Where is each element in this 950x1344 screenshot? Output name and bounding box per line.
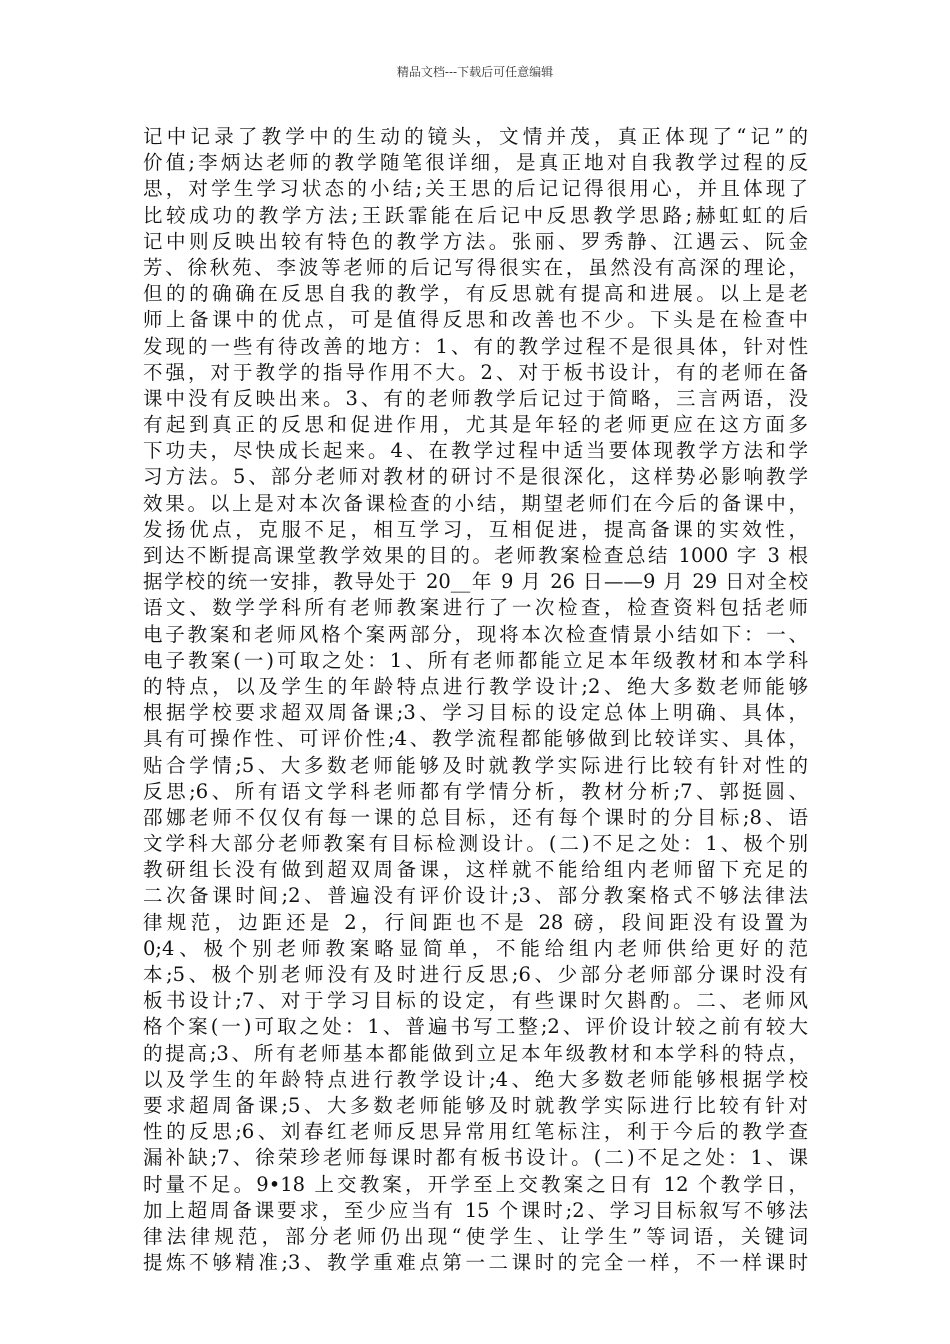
text-line: 下功夫，尽快成长起来。4、在教学过程中适当要体现教学方法和学 <box>143 439 808 463</box>
text-line: 格个案(一)可取之处：1、普遍书写工整;2、评价设计较之前有较大 <box>143 1015 808 1039</box>
body-text <box>143 124 808 1276</box>
text-line: 的特点，以及学生的年龄特点进行教学设计;2、绝大多数老师能够 <box>143 674 808 698</box>
page-header: 精品文档---下载后可任意编辑 <box>396 65 554 79</box>
text-line: 据学校的统一安排，教导处于 20__年 9 月 26 日——9 月 29 日对全校 <box>143 570 808 594</box>
text-line: 不强，对于教学的指导作用不大。2、对于板书设计，有的老师在备 <box>143 360 808 384</box>
text-line: 记中记录了教学中的生动的镜头，文情并茂，真正体现了“记”的 <box>143 125 808 148</box>
text-line: 加上超周备课要求，至少应当有 15 个课时;2、学习目标叙写不够法 <box>143 1198 808 1222</box>
text-line: 以及学生的年龄特点进行教学设计;4、绝大多数老师能够根据学校 <box>143 1067 808 1091</box>
text-line: 教研组长没有做到超双周备课，这样就不能给组内老师留下充足的 <box>143 858 808 882</box>
text-line: 的提高;3、所有老师基本都能做到立足本年级教材和本学科的特点， <box>143 1041 808 1065</box>
text-line: 要求超周备课;5、大多数老师能够及时就教学实际进行比较有针对 <box>143 1093 808 1117</box>
text-line: 比较成功的教学方法;王跃霏能在后记中反思教学思路;赫虹虹的后 <box>143 203 808 227</box>
text-line: 思，对学生学习状态的小结;关王思的后记记得很用心，并且体现了 <box>143 177 808 201</box>
text-line: 性的反思;6、刘春红老师反思异常用红笔标注，利于今后的教学查 <box>143 1120 808 1144</box>
text-line: 板书设计;7、对于学习目标的设定，有些课时欠斟酌。二、老师风 <box>143 989 808 1013</box>
text-line: 时量不足。9•18 上交教案，开学至上交教案之日有 12 个教学日， <box>143 1172 808 1196</box>
text-line: 电子教案和老师风格个案两部分，现将本次检查情景小结如下：一、 <box>143 622 808 646</box>
text-line: 根据学校要求超双周备课;3、学习目标的设定总体上明确、具体， <box>143 701 808 725</box>
text-line: 师上备课中的优点，可是值得反思和改善也不少。下头是在检查中 <box>143 308 808 332</box>
text-line: 反思;6、所有语文学科老师都有学情分析，教材分析;7、郭挺圆、 <box>143 779 808 803</box>
text-line: 0;4、极个别老师教案略显简单，不能给组内老师供给更好的范 <box>143 936 808 960</box>
text-line: 效果。以上是对本次备课检查的小结，期望老师们在今后的备课中， <box>143 491 808 515</box>
text-line: 芳、徐秋苑、李波等老师的后记写得很实在，虽然没有高深的理论， <box>143 255 808 279</box>
text-line: 律法律规范，部分老师仍出现“使学生、让学生”等词语，关键词 <box>143 1224 808 1248</box>
text-line: 语文、数学学科所有老师教案进行了一次检查，检查资料包括老师 <box>143 596 808 620</box>
text-line: 漏补缺;7、徐荣珍老师每课时都有板书设计。(二)不足之处：1、课 <box>143 1146 808 1170</box>
text-line: 电子教案(一)可取之处：1、所有老师都能立足本年级教材和本学科 <box>143 648 808 672</box>
text-line: 二次备课时间;2、普遍没有评价设计;3、部分教案格式不够法律法 <box>143 884 808 908</box>
text-line: 贴合学情;5、大多数老师能够及时就教学实际进行比较有针对性的 <box>143 753 808 777</box>
text-line: 价值;李炳达老师的教学随笔很详细，是真正地对自我教学过程的反 <box>143 151 808 175</box>
text-line: 课中没有反映出来。3、有的老师教学后记过于简略，三言两语，没 <box>143 386 808 410</box>
text-line: 具有可操作性、可评价性;4、教学流程都能够做到比较详实、具体， <box>143 727 808 751</box>
text-line: 发扬优点，克服不足，相互学习，互相促进，提高备课的实效性， <box>143 517 808 541</box>
text-line: 到达不断提高课堂教学效果的目的。老师教案检查总结 1000 字 3 根 <box>143 544 808 567</box>
text-line: 有起到真正的反思和促进作用，尤其是年轻的老师更应在这方面多 <box>143 413 808 437</box>
text-line: 文学科大部分老师教案有目标检测设计。(二)不足之处：1、极个别 <box>143 832 808 856</box>
text-line: 律规范，边距还是 2，行间距也不是 28 磅，段间距没有设置为 <box>143 910 808 934</box>
text-line: 提炼不够精准;3、教学重难点第一二课时的完全一样，不一样课时 <box>143 1251 808 1275</box>
text-line: 习方法。5、部分老师对教材的研讨不是很深化，这样势必影响教学 <box>143 465 808 489</box>
text-line: 记中则反映出较有特色的教学方法。张丽、罗秀静、江遇云、阮金 <box>143 229 808 253</box>
text-line: 本;5、极个别老师没有及时进行反思;6、少部分老师部分课时没有 <box>143 963 808 986</box>
text-line: 邵娜老师不仅仅有每一课的总目标，还有每个课时的分目标;8、语 <box>143 805 808 829</box>
text-line: 发现的一些有待改善的地方：1、有的教学过程不是很具体，针对性 <box>143 334 808 358</box>
text-line: 但的的确确在反思自我的教学，有反思就有提高和进展。以上是老 <box>143 282 808 306</box>
